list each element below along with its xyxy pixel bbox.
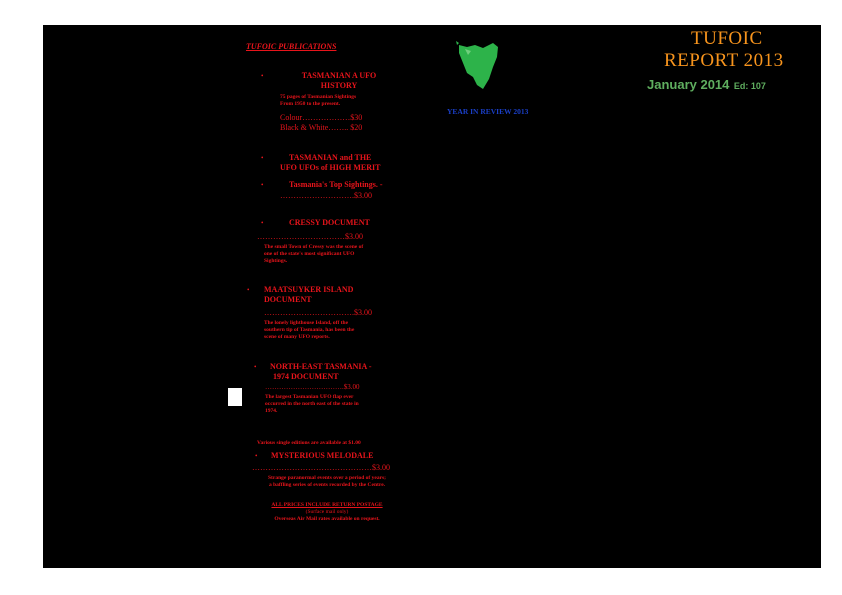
year-in-review: YEAR IN REVIEW 2013 [447,107,529,116]
publication-title: TASMANIAN A UFO HISTORY [301,71,377,90]
edition-number: Ed: 107 [733,81,766,91]
publication-price: …………………………….$3.00 [265,383,360,391]
masthead-title-line2: REPORT 2013 [664,50,784,71]
image-placeholder [228,388,242,406]
newsletter-page [43,25,821,568]
bullet: • [255,452,258,460]
publication-price: ……………………….$3.00 [280,191,372,200]
publication-description: Strange paranormal events over a period of years; a baffling series of events recorded by the Centre. [268,475,386,488]
publication-price: ……………………………$3.00 [257,232,363,241]
publication-price: ………………………………………$3.00 [252,463,390,472]
publications-title: TUFOIC PUBLICATIONS [246,42,337,51]
postage-info [243,502,411,523]
publication-title: TASMANIAN and THE UFO UFOs of HIGH MERIT [280,153,381,172]
bullet: • [261,154,264,162]
postage-sub: (Surface mail only) [305,509,349,515]
publication-price: Colour………………$30 Black & White…….. $20 [280,113,363,132]
publication-title: Tasmania's Top Sightings. - [289,180,383,189]
publication-description: The small Town of Cressy was the scene of one of the state's most significant UFO Sightings. [264,244,364,264]
postage-note: Overseas Air Mail rates available on request. [274,516,380,522]
tasmania-map-logo [453,39,501,91]
publication-description: The lonely lighthouse Island, off the southern tip of Tasmania, has been the scene of many UFO reports. [264,320,355,340]
issue-date: January 2014 [647,77,730,92]
bullet: • [261,219,264,227]
postage-heading: ALL PRICES INCLUDE RETURN POSTAGE [271,502,383,508]
publication-title: MAATSUYKER ISLAND DOCUMENT [264,285,354,304]
bullet: • [261,72,264,80]
issue-info [647,76,766,94]
publication-title: NORTH-EAST TASMANIA - 1974 DOCUMENT [270,362,372,381]
publication-price: …………………………….$3.00 [264,308,372,317]
publication-description: 75 pages of Tasmanian Sightings From 1950 to the present. [280,94,357,107]
masthead-title-line1: TUFOIC [691,28,763,49]
bullet: • [254,363,257,371]
bullet: • [261,181,264,189]
single-editions-note: Various single editions are available at $1.00 [257,440,361,446]
publication-title: MYSTERIOUS MELODALE [271,451,374,460]
bullet: • [247,286,250,294]
publication-title: CRESSY DOCUMENT [289,218,370,227]
publication-description: The largest Tasmanian UFO flap ever occurred in the north east of the state in 1974. [265,394,359,414]
